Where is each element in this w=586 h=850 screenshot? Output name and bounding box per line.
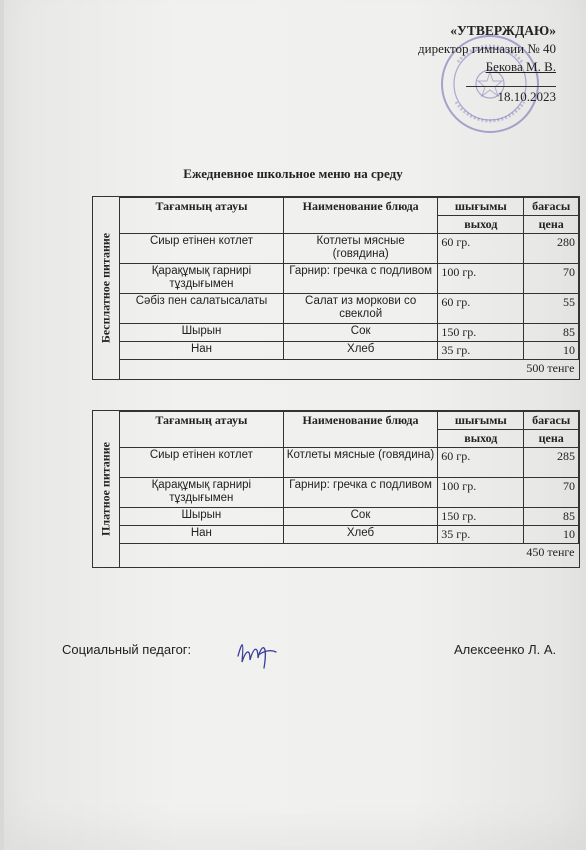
header-name-ru: Наименование блюда	[283, 412, 438, 448]
table-row: Қарақұмық гарнирі тұздығымен Гарнир: гречка с подливом 100 гр. 70	[120, 478, 579, 508]
table-row: Қарақұмық гарнирі тұздығымен Гарнир: гречка с подливом 100 гр. 70	[120, 264, 579, 294]
table-row: Нан Хлеб 35 гр. 10	[120, 342, 579, 360]
table-row: Шырын Сок 150 гр. 85	[120, 508, 579, 526]
table-row: Нан Хлеб 35 гр. 10	[120, 526, 579, 544]
table-row: Сәбіз пен салатысалаты Салат из моркови со свеклой 60 гр. 55	[120, 294, 579, 324]
paid-menu-total: 450 тенге	[526, 545, 575, 559]
footer-name: Алексеенко Л. А.	[454, 642, 557, 657]
header-name-kz: Тағамның атауы	[120, 412, 284, 448]
handwritten-signature	[232, 632, 282, 672]
header-yield-kz: шығымы	[438, 412, 524, 430]
approval-date: 18.10.2023	[466, 86, 556, 106]
table-row: Сиыр етінен котлет Котлеты мясные (говядина) 60 гр. 285	[120, 448, 579, 478]
free-menu-side-label: Бесплатное питание	[93, 197, 120, 379]
approval-position: директор гимназии № 40	[418, 41, 556, 56]
approval-block	[418, 22, 556, 106]
free-menu-table	[92, 196, 580, 380]
footer-role: Социальный педагог:	[62, 642, 192, 657]
free-menu-total: 500 тенге	[526, 361, 575, 375]
header-name-ru: Наименование блюда	[283, 198, 437, 234]
table-row: Шырын Сок 150 гр. 85	[120, 324, 579, 342]
header-name-kz: Тағамның атауы	[120, 198, 284, 234]
header-yield-kz: шығымы	[438, 198, 524, 216]
table-row: Сиыр етінен котлет Котлеты мясные (говядина) 60 гр. 280	[120, 234, 579, 264]
header-price-ru: цена	[524, 430, 579, 448]
header-yield-ru: выход	[438, 430, 524, 448]
header-price-kz: бағасы	[524, 412, 579, 430]
header-price-kz: бағасы	[524, 198, 579, 216]
approval-heading: «УТВЕРЖДАЮ»	[450, 23, 556, 38]
paid-menu-table	[92, 410, 580, 568]
page-title: Ежедневное школьное меню на среду	[183, 166, 403, 181]
approval-name: Бекова М. В.	[485, 59, 556, 74]
header-yield-ru: выход	[438, 216, 524, 234]
paid-menu-side-label: Платное питание	[93, 411, 120, 567]
header-price-ru: цена	[524, 216, 579, 234]
